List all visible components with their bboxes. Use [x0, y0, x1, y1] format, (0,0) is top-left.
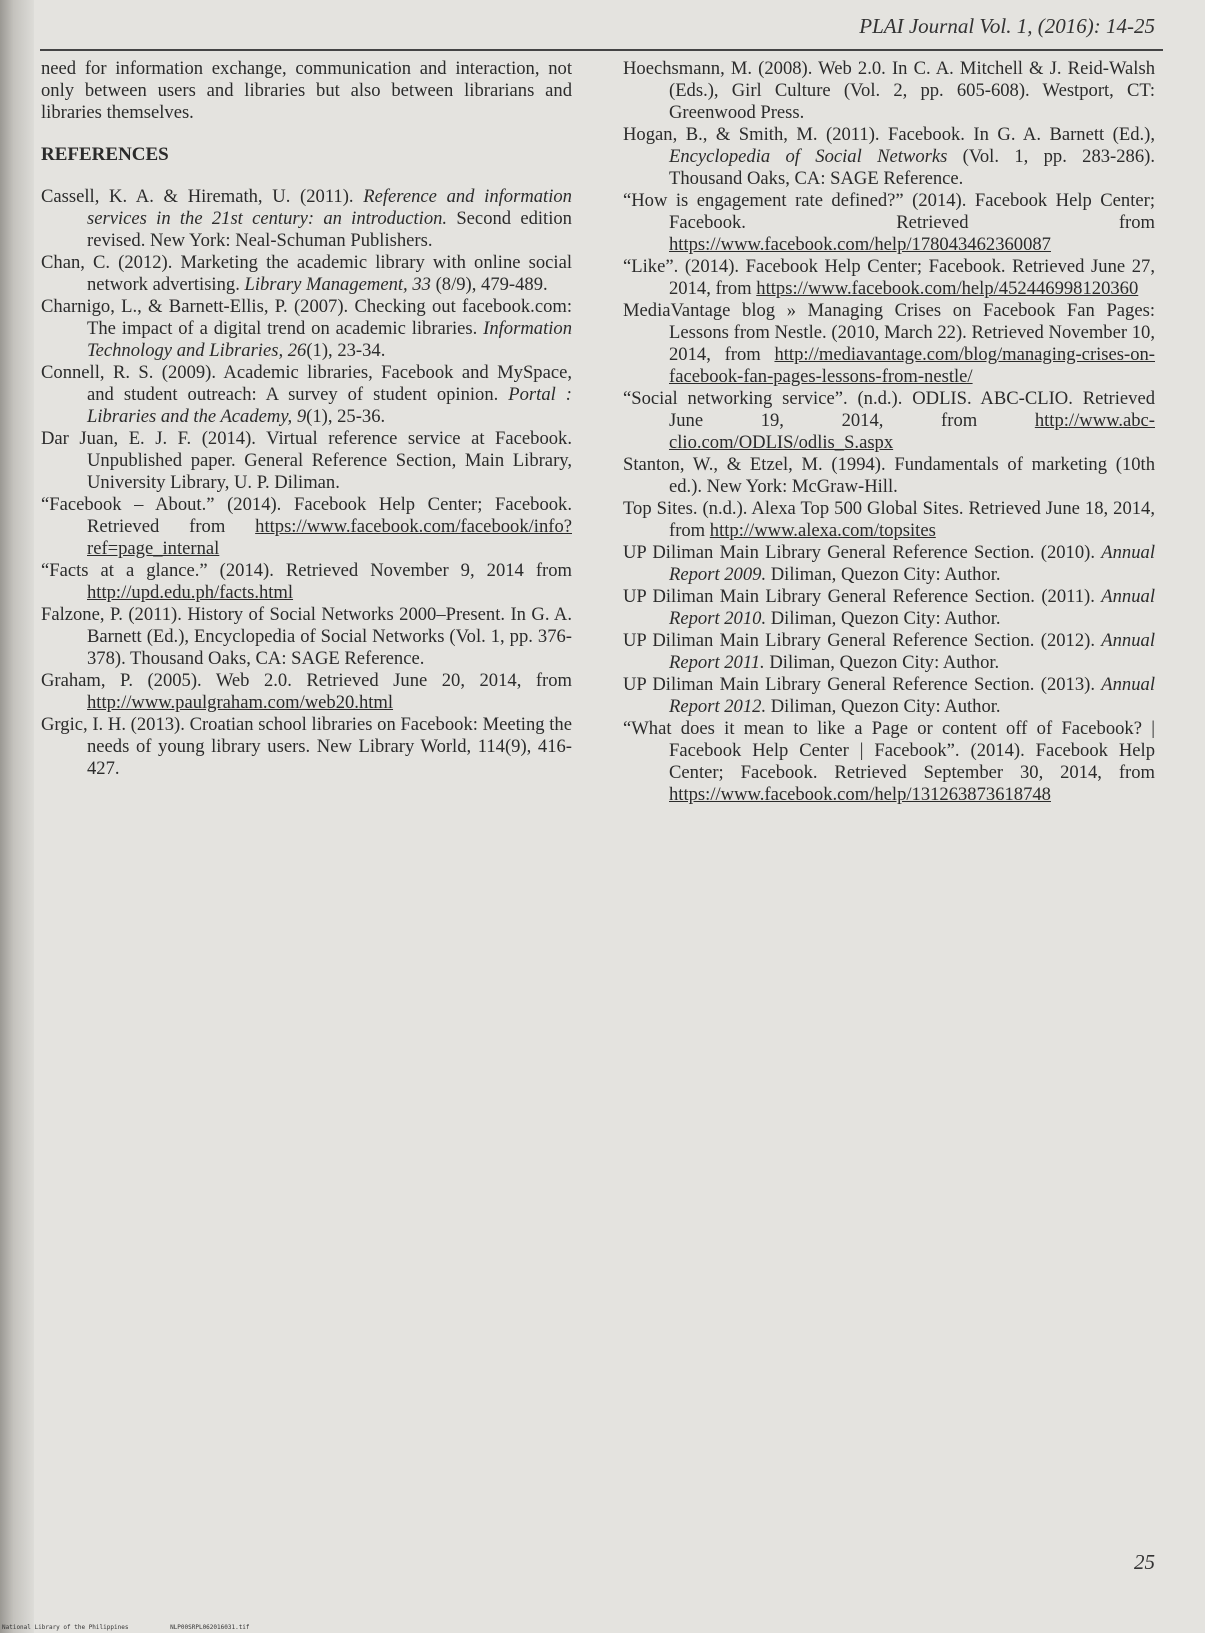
- reference-entry: [623, 718, 1155, 806]
- reference-entry: [41, 252, 572, 296]
- reference-title-italic: Annual Report 2010.: [669, 586, 1155, 629]
- reference-text: “How is engagement rate defined?” (2014). Facebook Help Center; Facebook. Retrieved from: [623, 190, 1155, 233]
- reference-entry: [623, 124, 1155, 190]
- reference-title-italic: Encyclopedia of Social Networks: [669, 146, 948, 167]
- reference-text: Top Sites. (n.d.). Alexa Top 500 Global Sites. Retrieved June 18, 2014, from: [623, 498, 1155, 541]
- reference-entry: [41, 428, 572, 494]
- intro-paragraph: need for information exchange, communication and interaction, not only between users and libraries but also between librarians and libraries themselves.: [41, 58, 572, 123]
- reference-entry: [623, 454, 1155, 498]
- running-head: PLAI Journal Vol. 1, (2016): 14-25: [859, 14, 1155, 38]
- reference-entry: [623, 674, 1155, 718]
- reference-title-italic: Library Management, 33: [244, 274, 431, 295]
- reference-text: (1), 25-36.: [306, 406, 386, 427]
- reference-text: Diliman, Quezon City: Author.: [766, 608, 1001, 629]
- reference-url[interactable]: https://www.facebook.com/help/178043462360087: [669, 234, 1051, 255]
- reference-title-italic: Annual Report 2009.: [669, 542, 1155, 585]
- reference-entry: [623, 498, 1155, 542]
- reference-title-italic: Reference and information services in the 21st century: an introduction.: [87, 186, 572, 229]
- reference-entry: [623, 190, 1155, 256]
- reference-text: Diliman, Quezon City: Author.: [764, 652, 1000, 673]
- reference-text: (1), 23-34.: [306, 340, 386, 361]
- reference-text: Charnigo, L., & Barnett-Ellis, P. (2007). Checking out facebook.com: The impact of a digital trend on academic libraries.: [41, 296, 572, 339]
- reference-entry: [623, 256, 1155, 300]
- reference-entry: [41, 604, 572, 670]
- reference-text: Hoechsmann, M. (2008). Web 2.0. In C. A. Mitchell & J. Reid-Walsh (Eds.), Girl Culture (Vol. 2, pp. 605-608). Westport, CT: Greenwood Press.: [623, 58, 1155, 123]
- references-heading: REFERENCES: [41, 144, 169, 165]
- reference-entry: [41, 670, 572, 714]
- reference-text: Grgic, I. H. (2013). Croatian school libraries on Facebook: Meeting the needs of young library users. New Library World, 114(9), 416-427.: [41, 714, 572, 779]
- right-reference-list: [623, 58, 1155, 806]
- reference-title-italic: Portal : Libraries and the Academy, 9: [87, 384, 572, 427]
- reference-url[interactable]: http://www.alexa.com/topsites: [709, 520, 936, 541]
- reference-url[interactable]: https://www.facebook.com/facebook/info?ref=page_internal: [87, 516, 572, 559]
- reference-text: UP Diliman Main Library General Reference Section. (2010).: [623, 542, 1102, 563]
- footer-filename: NLP00SRPL062016031.tif: [170, 1624, 250, 1631]
- reference-text: MediaVantage blog » Managing Crises on Facebook Fan Pages: Lessons from Nestle. (2010, March 22). Retrieved November 10, 2014, from: [623, 300, 1155, 365]
- reference-text: Chan, C. (2012). Marketing the academic library with online social network advertising.: [41, 252, 572, 295]
- header-rule: [40, 49, 1163, 51]
- reference-text: “Social networking service”. (n.d.). ODLIS. ABC-CLIO. Retrieved June 19, 2014, from: [623, 388, 1155, 431]
- reference-entry: [41, 714, 572, 780]
- reference-text: UP Diliman Main Library General Reference Section. (2011).: [623, 586, 1102, 607]
- reference-url[interactable]: https://www.facebook.com/help/131263873618748: [669, 784, 1051, 805]
- reference-entry: [41, 494, 572, 560]
- page-number: 25: [1134, 1550, 1155, 1574]
- footer-library: National Library of the Philippines: [2, 1624, 129, 1631]
- reference-text: Connell, R. S. (2009). Academic libraries, Facebook and MySpace, and student outreach: A survey of student opinion.: [41, 362, 572, 405]
- reference-text: UP Diliman Main Library General Reference Section. (2012).: [623, 630, 1102, 651]
- reference-entry: [41, 362, 572, 428]
- reference-text: Diliman, Quezon City: Author.: [766, 564, 1001, 585]
- left-reference-list: [41, 186, 572, 780]
- reference-text: Diliman, Quezon City: Author.: [766, 696, 1001, 717]
- reference-text: (8/9), 479-489.: [430, 274, 548, 295]
- reference-entry: [41, 560, 572, 604]
- reference-entry: [623, 58, 1155, 124]
- reference-text: Stanton, W., & Etzel, M. (1994). Fundamentals of marketing (10th ed.). New York: McGraw-Hill.: [623, 454, 1155, 497]
- left-column: [41, 58, 572, 780]
- reference-url[interactable]: http://mediavantage.com/blog/managing-crises-on-facebook-fan-pages-lessons-from-nestle/: [669, 344, 1155, 387]
- scan-footer: [2, 1624, 288, 1631]
- reference-entry: [623, 300, 1155, 388]
- reference-text: (Vol. 1, pp. 283-286). Thousand Oaks, CA: SAGE Reference.: [669, 146, 1155, 189]
- reference-text: UP Diliman Main Library General Reference Section. (2013).: [623, 674, 1102, 695]
- reference-entry: [623, 630, 1155, 674]
- reference-title-italic: Annual Report 2011.: [669, 630, 1155, 673]
- reference-entry: [41, 186, 572, 252]
- reference-url[interactable]: http://www.paulgraham.com/web20.html: [87, 692, 394, 713]
- reference-text: “Facebook – About.” (2014). Facebook Help Center; Facebook. Retrieved from: [41, 494, 572, 537]
- reference-text: Hogan, B., & Smith, M. (2011). Facebook. In G. A. Barnett (Ed.),: [623, 124, 1155, 145]
- reference-entry: [623, 542, 1155, 586]
- reference-text: “Like”. (2014). Facebook Help Center; Facebook. Retrieved June 27, 2014, from: [623, 256, 1155, 299]
- reference-text: “Facts at a glance.” (2014). Retrieved November 9, 2014 from: [41, 560, 572, 581]
- reference-text: Dar Juan, E. J. F. (2014). Virtual reference service at Facebook. Unpublished paper. General Reference Section, Main Library, University Library, U. P. Diliman.: [41, 428, 572, 493]
- reference-text: Cassell, K. A. & Hiremath, U. (2011).: [41, 186, 364, 207]
- right-column: [623, 58, 1155, 806]
- reference-text: Graham, P. (2005). Web 2.0. Retrieved June 20, 2014, from: [41, 670, 572, 691]
- reference-url[interactable]: http://upd.edu.ph/facts.html: [87, 582, 294, 603]
- book-spine-shadow: [0, 0, 34, 1633]
- reference-entry: [623, 586, 1155, 630]
- reference-title-italic: Information Technology and Libraries, 26: [87, 318, 572, 361]
- reference-url[interactable]: https://www.facebook.com/help/452446998120360: [756, 278, 1139, 299]
- reference-entry: [623, 388, 1155, 454]
- reference-url[interactable]: http://www.abc-clio.com/ODLIS/odlis_S.aspx: [669, 410, 1155, 453]
- reference-text: Falzone, P. (2011). History of Social Networks 2000–Present. In G. A. Barnett (Ed.), Encyclopedia of Social Networks (Vol. 1, pp. 376-378). Thousand Oaks, CA: SAGE Reference.: [41, 604, 572, 669]
- reference-title-italic: Annual Report 2012.: [669, 674, 1155, 717]
- reference-text: “What does it mean to like a Page or content off of Facebook? | Facebook Help Center | Facebook”. (2014). Facebook Help Center; Facebook. Retrieved September 30, 2014, from: [623, 718, 1155, 783]
- reference-text: Second edition revised. New York: Neal-Schuman Publishers.: [87, 208, 572, 251]
- reference-entry: [41, 296, 572, 362]
